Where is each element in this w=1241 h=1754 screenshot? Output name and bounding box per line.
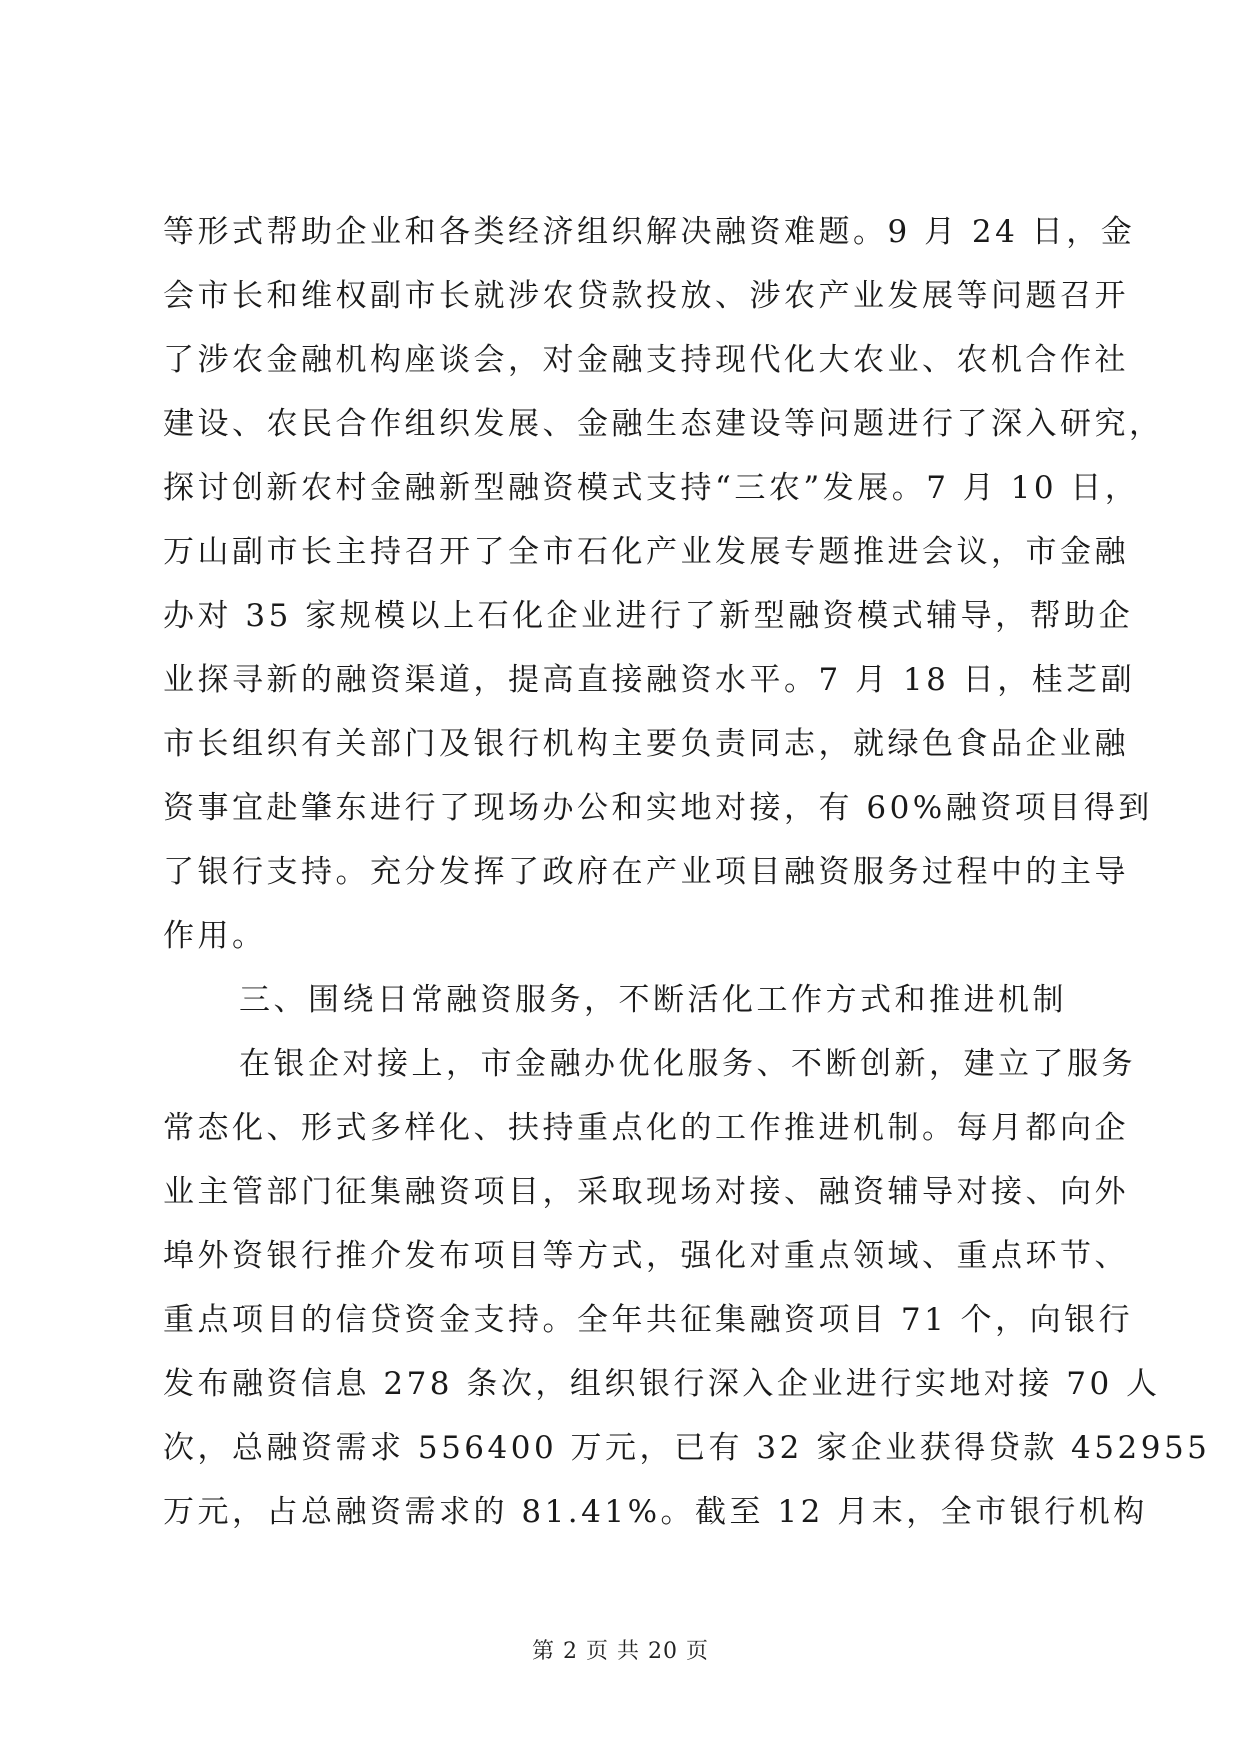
text-line: 等形式帮助企业和各类经济组织解决融资难题。9 月 24 日，金	[163, 214, 1136, 250]
text-line: 业主管部门征集融资项目，采取现场对接、融资辅导对接、向外	[163, 1174, 1129, 1210]
text-line: 重点项目的信贷资金支持。全年共征集融资项目 71 个，向银行	[163, 1302, 1134, 1338]
text-line: 建设、农民合作组织发展、金融生态建设等问题进行了深入研究，	[163, 406, 1164, 442]
text-line: 了银行支持。充分发挥了政府在产业项目融资服务过程中的主导	[163, 854, 1129, 890]
text-line: 常态化、形式多样化、扶持重点化的工作推进机制。每月都向企	[163, 1110, 1129, 1146]
section-heading: 三、围绕日常融资服务，不断活化工作方式和推进机制	[239, 982, 1067, 1018]
text-line: 资事宜赴肇东进行了现场办公和实地对接，有 60%融资项目得到	[163, 790, 1153, 826]
text-line: 发布融资信息 278 条次，组织银行深入企业进行实地对接 70 人	[163, 1366, 1161, 1402]
text-line: 业探寻新的融资渠道，提高直接融资水平。7 月 18 日，桂芝副	[163, 662, 1136, 698]
text-line: 探讨创新农村金融新型融资模式支持“三农”发展。7 月 10 日，	[163, 470, 1140, 506]
text-line: 作用。	[163, 918, 267, 954]
page-number-footer: 第 2 页 共 20 页	[532, 1639, 709, 1664]
text-line: 会市长和维权副市长就涉农贷款投放、涉农产业发展等问题召开	[163, 278, 1129, 314]
text-line: 市长组织有关部门及银行机构主要负责同志，就绿色食品企业融	[163, 726, 1129, 762]
text-line: 万山副市长主持召开了全市石化产业发展专题推进会议，市金融	[163, 534, 1129, 570]
text-line: 在银企对接上，市金融办优化服务、不断创新，建立了服务	[239, 1046, 1136, 1082]
text-line: 万元，占总融资需求的 81.41%。截至 12 月末，全市银行机构	[163, 1494, 1148, 1530]
text-line: 办对 35 家规模以上石化企业进行了新型融资模式辅导，帮助企	[163, 598, 1134, 634]
text-line: 次，总融资需求 556400 万元，已有 32 家企业获得贷款 452955	[163, 1430, 1211, 1466]
text-line: 了涉农金融机构座谈会，对金融支持现代化大农业、农机合作社	[163, 342, 1129, 378]
document-body	[163, 200, 1211, 1544]
text-line: 埠外资银行推介发布项目等方式，强化对重点领域、重点环节、	[163, 1238, 1129, 1274]
